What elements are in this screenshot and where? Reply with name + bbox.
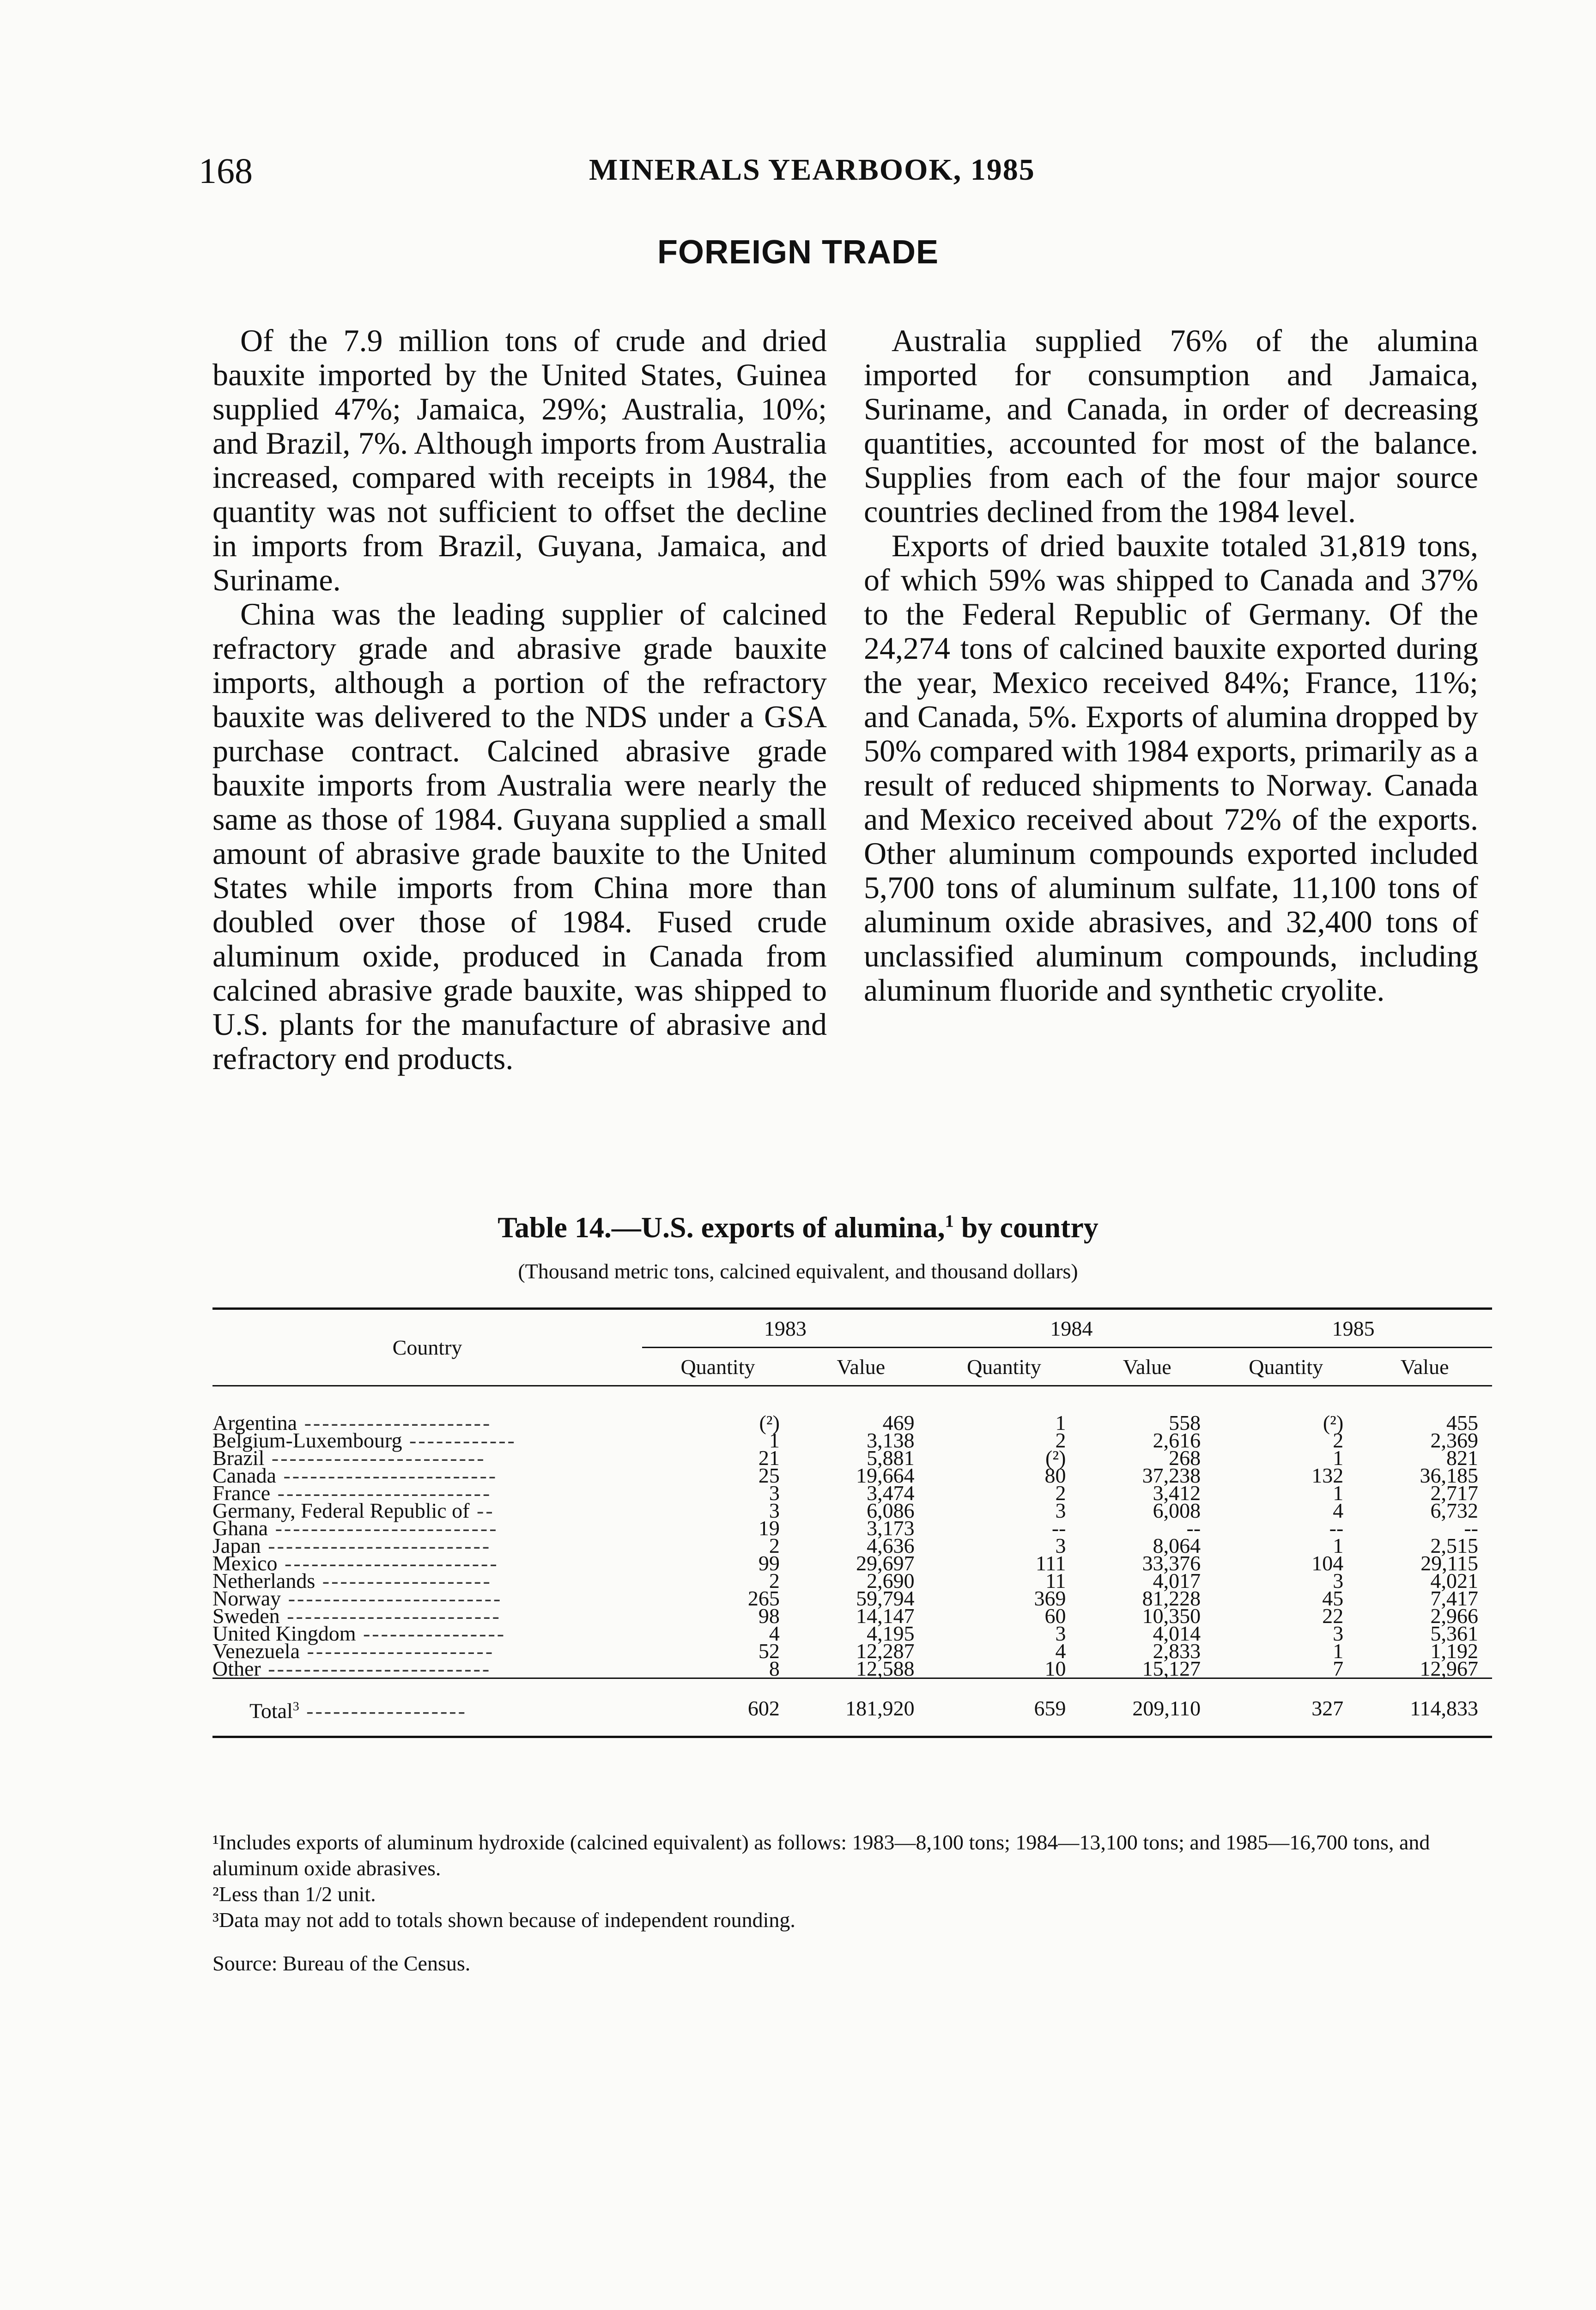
- value-cell: 3: [1333, 1622, 1344, 1645]
- table-title: [0, 1210, 1596, 1245]
- value-cell: 3: [1055, 1534, 1066, 1557]
- value-cell: 59,794: [856, 1587, 915, 1610]
- footnote: ³Data may not add to totals shown because of independent rounding.: [212, 1908, 795, 1932]
- value-header: Value: [1080, 1348, 1214, 1386]
- value-cell: 3: [769, 1499, 780, 1522]
- value-cell: 19: [758, 1516, 780, 1540]
- value-cell: 1: [769, 1429, 780, 1452]
- value-cell: 2: [769, 1534, 780, 1557]
- page-number: 168: [199, 151, 253, 191]
- value-cell: --: [1329, 1516, 1344, 1540]
- quantity-header: Quantity: [1214, 1348, 1357, 1386]
- value-cell: 1: [1333, 1639, 1344, 1663]
- value-cell: 98: [758, 1604, 780, 1628]
- value-header: Value: [794, 1348, 928, 1386]
- value-cell: 4,195: [867, 1622, 915, 1645]
- value-cell: 2: [1055, 1481, 1066, 1505]
- value-cell: 15,127: [1142, 1657, 1201, 1680]
- value-cell: 3,173: [867, 1516, 915, 1540]
- value-cell: 7: [1333, 1657, 1344, 1680]
- value-cell: 2: [1333, 1429, 1344, 1452]
- paragraph: China was the leading supplier of calcined refractory grade and abrasive grade bauxite imports, although a portion of the refractory bauxite was delivered to the NDS under a GSA purchase contract. Calcined abrasive grade bauxite imports from Australia were nearly the same as those of 1984. Guyana supplied a small amount of abrasive grade bauxite to the United States while imports from China more than doubled over those of 1984. Fused crude aluminum oxide, produced in Canada from calcined abrasive grade bauxite, was shipped to U.S. plants for the manufacture of abrasive and refractory end products.: [212, 596, 827, 1076]
- value-cell: 99: [758, 1551, 780, 1575]
- table-subtitle: (Thousand metric tons, calcined equivalent, and thousand dollars): [518, 1259, 1078, 1283]
- value-cell: 2,833: [1153, 1639, 1201, 1663]
- value-cell: 132: [1311, 1464, 1344, 1487]
- value-cell: 21: [758, 1446, 780, 1470]
- value-cell: 5,361: [1430, 1622, 1478, 1645]
- value-cell: 4,636: [867, 1534, 915, 1557]
- value-cell: 7,417: [1430, 1587, 1478, 1610]
- total-cell: 181,920: [794, 1678, 928, 1737]
- paragraph: Of the 7.9 million tons of crude and dried bauxite imported by the United States, Guinea supplied 47%; Jamaica, 29%; Australia, 10%; and Brazil, 7%. Although imports from Australia increased, compared with receipts in 1984, the quantity was not sufficient to offset the decline in imports from Brazil, Guyana, Jamaica, and Suriname.: [212, 323, 827, 597]
- left-column: [212, 323, 827, 1076]
- value-cell: 29,697: [856, 1551, 915, 1575]
- value-cell: 60: [1044, 1604, 1066, 1628]
- value-cell: 37,238: [1142, 1464, 1201, 1487]
- country-cell: Netherlands -------------------: [212, 1569, 492, 1593]
- value-cell: 104: [1311, 1551, 1344, 1575]
- value-cell: 45: [1322, 1587, 1344, 1610]
- value-cell: 469: [882, 1411, 915, 1435]
- value-cell: 2,717: [1430, 1481, 1478, 1505]
- value-cell: 3: [769, 1481, 780, 1505]
- value-cell: 81,228: [1142, 1587, 1201, 1610]
- country-cell: Belgium-Luxembourg ------------: [212, 1429, 516, 1452]
- value-cell: 33,376: [1142, 1551, 1201, 1575]
- section-heading: FOREIGN TRADE: [657, 234, 939, 271]
- right-column: [864, 323, 1478, 1007]
- value-cell: 4,017: [1153, 1569, 1201, 1593]
- quantity-header: Quantity: [928, 1348, 1080, 1386]
- paragraph: Exports of dried bauxite totaled 31,819 tons, of which 59% was shipped to Canada and 37% to the Federal Republic of Germany. Of the 24,274 tons of calcined bauxite exported during the year, Mexico received 84%; France, 11%; and Canada, 5%. Exports of alumina dropped by 50% compared with 1984 exports, primarily as a result of reduced shipments to Norway. Canada and Mexico received about 72% of the exports. Other aluminum compounds exported included 5,700 tons of aluminum sulfate, 11,100 tons of aluminum oxide abrasives, and 32,400 tons of unclassified aluminum compounds, including aluminum fluoride and synthetic cryolite.: [864, 528, 1478, 1008]
- total-row: [212, 1678, 1492, 1737]
- value-cell: 3: [1055, 1622, 1066, 1645]
- value-cell: 1: [1333, 1446, 1344, 1470]
- value-cell: 6,008: [1153, 1499, 1201, 1522]
- year-header-1985: 1985: [1214, 1309, 1492, 1348]
- value-cell: 1: [1333, 1534, 1344, 1557]
- value-cell: 14,147: [856, 1604, 915, 1628]
- country-cell: Germany, Federal Republic of --: [212, 1499, 495, 1522]
- value-cell: 22: [1322, 1604, 1344, 1628]
- country-cell: Norway ------------------------: [212, 1587, 503, 1610]
- year-header-1983: 1983: [642, 1309, 928, 1348]
- value-cell: 36,185: [1420, 1464, 1478, 1487]
- value-header: Value: [1357, 1348, 1492, 1386]
- value-cell: 265: [747, 1587, 780, 1610]
- value-cell: 8,064: [1153, 1534, 1201, 1557]
- value-cell: 52: [758, 1639, 780, 1663]
- value-cell: --: [1464, 1516, 1478, 1540]
- total-cell: 327: [1214, 1678, 1357, 1737]
- table-notes: [212, 1830, 1492, 1976]
- country-cell: Japan -------------------------: [212, 1534, 492, 1557]
- value-cell: 8: [769, 1657, 780, 1680]
- table-title-footnote-mark: 1: [945, 1211, 954, 1231]
- value-cell: 10,350: [1142, 1604, 1201, 1628]
- value-cell: 2,690: [867, 1569, 915, 1593]
- country-cell: Ghana -------------------------: [212, 1516, 498, 1540]
- country-cell: Venezuela ---------------------: [212, 1639, 495, 1663]
- value-cell: 4,021: [1430, 1569, 1478, 1593]
- value-cell: 80: [1044, 1464, 1066, 1487]
- country-cell: Sweden ------------------------: [212, 1604, 501, 1628]
- table-title-text: Table 14.—U.S. exports of alumina,: [498, 1211, 945, 1244]
- value-cell: 268: [1169, 1446, 1201, 1470]
- value-cell: 5,881: [867, 1446, 915, 1470]
- value-cell: --: [1051, 1516, 1066, 1540]
- year-header-1984: 1984: [928, 1309, 1214, 1348]
- value-cell: 29,115: [1420, 1551, 1478, 1575]
- total-cell: 602: [642, 1678, 794, 1737]
- quantity-header: Quantity: [642, 1348, 794, 1386]
- value-cell: 2,369: [1430, 1429, 1478, 1452]
- value-cell: 3: [1333, 1569, 1344, 1593]
- value-cell: 111: [1035, 1551, 1066, 1575]
- value-cell: 3: [1055, 1499, 1066, 1522]
- value-cell: 2: [1055, 1429, 1066, 1452]
- country-cell: France ------------------------: [212, 1481, 492, 1505]
- value-cell: 19,664: [856, 1464, 915, 1487]
- value-cell: (²): [759, 1411, 780, 1435]
- footnote: ²Less than 1/2 unit.: [212, 1882, 376, 1906]
- country-cell: Brazil ------------------------: [212, 1446, 486, 1470]
- value-cell: 25: [758, 1464, 780, 1487]
- value-cell: 2,966: [1430, 1604, 1478, 1628]
- value-cell: --: [1186, 1516, 1201, 1540]
- total-cell: 114,833: [1357, 1678, 1492, 1737]
- value-cell: (²): [1045, 1446, 1066, 1470]
- value-cell: 558: [1169, 1411, 1201, 1435]
- value-cell: 4: [1333, 1499, 1344, 1522]
- value-cell: 4,014: [1153, 1622, 1201, 1645]
- exports-table: [212, 1307, 1492, 1738]
- value-cell: 1: [1055, 1411, 1066, 1435]
- running-head: MINERALS YEARBOOK, 1985: [589, 153, 1035, 187]
- country-cell: Canada ------------------------: [212, 1464, 498, 1487]
- value-cell: 1: [1333, 1481, 1344, 1505]
- source-note: Source: Bureau of the Census.: [212, 1951, 471, 1975]
- value-cell: 6,732: [1430, 1499, 1478, 1522]
- country-cell: Other -------------------------: [212, 1657, 492, 1680]
- value-cell: 11: [1045, 1569, 1066, 1593]
- value-cell: 821: [1446, 1446, 1478, 1470]
- value-cell: 4: [769, 1622, 780, 1645]
- table-row: [212, 1660, 1492, 1678]
- value-cell: 4: [1055, 1639, 1066, 1663]
- value-cell: 2,515: [1430, 1534, 1478, 1557]
- value-cell: 2: [769, 1569, 780, 1593]
- value-cell: 455: [1446, 1411, 1478, 1435]
- value-cell: 1,192: [1430, 1639, 1478, 1663]
- total-cell: 659: [928, 1678, 1080, 1737]
- value-cell: 12,967: [1420, 1657, 1478, 1680]
- country-cell: Argentina ---------------------: [212, 1411, 492, 1435]
- country-column-header: Country: [212, 1309, 642, 1386]
- country-cell: Mexico ------------------------: [212, 1551, 499, 1575]
- value-cell: 6,086: [867, 1499, 915, 1522]
- value-cell: 10: [1044, 1657, 1066, 1680]
- country-cell: United Kingdom ----------------: [212, 1622, 506, 1645]
- value-cell: 3,412: [1153, 1481, 1201, 1505]
- value-cell: 3,474: [867, 1481, 915, 1505]
- value-cell: 2,616: [1153, 1429, 1201, 1452]
- value-cell: 369: [1034, 1587, 1066, 1610]
- value-cell: 12,287: [856, 1639, 915, 1663]
- table-title-suffix: by country: [953, 1211, 1098, 1244]
- total-cell: 209,110: [1080, 1678, 1214, 1737]
- value-cell: (²): [1323, 1411, 1344, 1435]
- value-cell: 3,138: [867, 1429, 915, 1452]
- footnote: ¹Includes exports of aluminum hydroxide (calcined equivalent) as follows: 1983—8,100 tons; 1984—13,100 tons; and 1985—16,700 tons, and aluminum oxide abrasives.: [212, 1830, 1430, 1880]
- value-cell: 12,588: [856, 1657, 915, 1680]
- total-label: Total$^3$ ------------------: [212, 1678, 642, 1737]
- paragraph: Australia supplied 76% of the alumina imported for consumption and Jamaica, Suriname, and Canada, in order of decreasing quantities, accounted for most of the balance. Supplies from each of the four major source countries declined from the 1984 level.: [864, 323, 1478, 529]
